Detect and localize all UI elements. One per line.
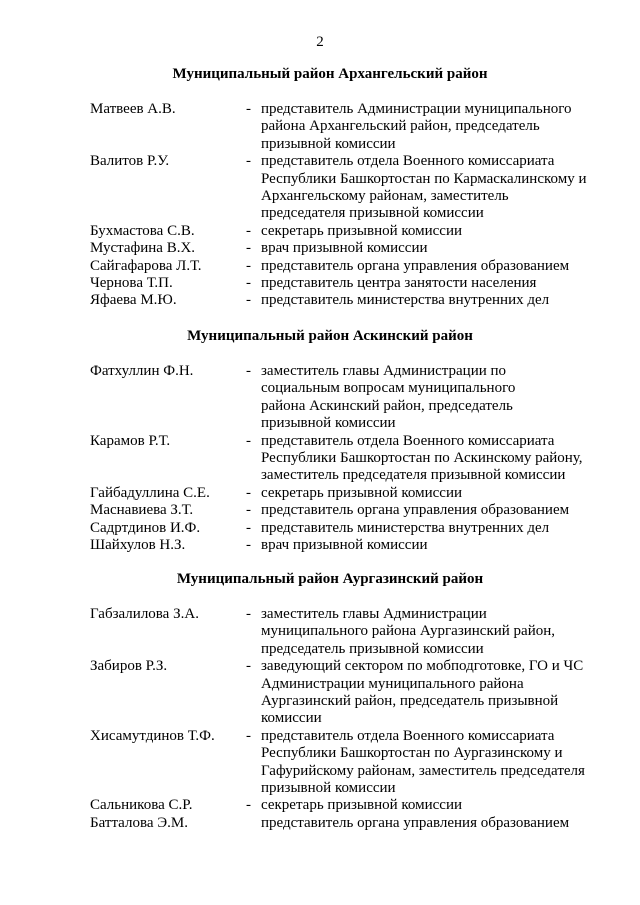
dash-separator: - xyxy=(246,153,251,170)
dash-separator: - xyxy=(246,502,251,519)
section-aurgazinsky xyxy=(0,571,640,588)
list-item xyxy=(0,537,640,554)
section-title: Муниципальный район Аургазинский район xyxy=(176,571,484,587)
section-title: Муниципальный район Архангельский район xyxy=(172,66,488,82)
member-name: Габзалилова З.А. xyxy=(90,606,199,622)
dash-separator: - xyxy=(246,432,251,449)
member-name: Яфаева М.Ю. xyxy=(90,292,177,309)
member-name: Сайгафарова Л.Т. xyxy=(90,257,202,274)
list-item xyxy=(0,258,640,275)
dash-separator: - xyxy=(246,292,251,309)
list-item xyxy=(0,658,640,728)
dash-separator: - xyxy=(246,537,251,554)
dash-separator: - xyxy=(246,797,251,814)
member-role: заместитель главы Администрации по социальным вопросам муниципального района Аскинский район, председатель призывной комиссии xyxy=(261,363,516,432)
list-item xyxy=(0,797,640,814)
dash-separator: - xyxy=(246,484,251,501)
member-name: Садртдинов И.Ф. xyxy=(90,519,201,536)
member-name: Забиров Р.З. xyxy=(90,658,168,675)
member-role: представитель отдела Военного комиссариата Республики Башкортостан по Аургазинскому и Гафурийскому районам, заместитель председателя призывной комиссии xyxy=(261,727,585,797)
list-item xyxy=(0,520,640,537)
list-item xyxy=(0,292,640,309)
list-item xyxy=(0,815,640,832)
member-role: секретарь призывной комиссии xyxy=(261,222,463,239)
list-item xyxy=(0,363,640,433)
member-name: Батталова Э.М. xyxy=(90,814,188,831)
list-item xyxy=(0,433,640,485)
list-item xyxy=(0,606,640,658)
dash-separator: - xyxy=(246,519,251,536)
member-role: заведующий сектором по мобподготовке, ГО и ЧС Администрации муниципального района Аургазинский район, председатель призывной комиссии xyxy=(261,658,584,727)
dash-separator: - xyxy=(246,727,251,744)
member-name: Маснавиева З.Т. xyxy=(90,502,194,519)
member-role: секретарь призывной комиссии xyxy=(261,484,463,501)
member-name: Фатхуллин Ф.Н. xyxy=(90,363,194,379)
section-askinsky xyxy=(0,328,640,345)
dash-separator: - xyxy=(246,363,251,379)
member-role: представитель отдела Военного комиссариата Республики Башкортостан по Кармаскалинскому и Архангельскому районам, заместитель председателя призывной комиссии xyxy=(261,153,587,222)
member-name: Матвеев А.В. xyxy=(90,101,176,117)
list-item xyxy=(0,485,640,502)
member-name: Мустафина В.Х. xyxy=(90,240,196,257)
member-name: Карамов Р.Т. xyxy=(90,432,171,449)
list-item xyxy=(0,240,640,257)
dash-separator: - xyxy=(246,222,251,239)
entries-aurgazinsky xyxy=(0,606,640,832)
member-role: врач призывной комиссии xyxy=(261,537,428,554)
member-name: Шайхулов Н.З. xyxy=(90,537,186,554)
list-item xyxy=(0,153,640,223)
member-role: представитель органа управления образованием xyxy=(261,257,570,274)
section-arkhangelsky xyxy=(0,66,640,83)
member-role: представитель министерства внутренних дел xyxy=(261,519,550,536)
member-role: врач призывной комиссии xyxy=(261,240,428,257)
member-name: Валитов Р.У. xyxy=(90,153,170,170)
dash-separator: - xyxy=(246,658,251,675)
list-item xyxy=(0,101,640,153)
member-role: заместитель главы Администрации муниципального района Аургазинский район, председатель призывной комиссии xyxy=(261,606,556,657)
member-role: представитель Администрации муниципального района Архангельский район, председатель призывной комиссии xyxy=(261,101,572,152)
dash-separator: - xyxy=(246,275,251,292)
list-item xyxy=(0,275,640,292)
member-role: представитель органа управления образованием xyxy=(261,814,570,831)
entries-arkhangelsky xyxy=(0,101,640,310)
member-role: представитель органа управления образованием xyxy=(261,502,570,519)
section-title: Муниципальный район Аскинский район xyxy=(187,328,473,344)
dash-separator: - xyxy=(246,606,251,622)
member-name: Бухмастова С.В. xyxy=(90,222,195,239)
list-item xyxy=(0,502,640,519)
member-role: секретарь призывной комиссии xyxy=(261,797,463,814)
member-name: Чернова Т.П. xyxy=(90,275,173,292)
member-role: представитель центра занятости населения xyxy=(261,275,537,292)
page-number: 2 xyxy=(316,34,324,50)
list-item xyxy=(0,223,640,240)
member-name: Сальникова С.Р. xyxy=(90,797,193,814)
member-role: представитель отдела Военного комиссариата Республики Башкортостан по Аскинскому району, заместитель председателя призывной комиссии xyxy=(261,432,583,484)
member-role: представитель министерства внутренних дел xyxy=(261,292,550,309)
dash-separator: - xyxy=(246,101,251,117)
dash-separator: - xyxy=(246,257,251,274)
list-item xyxy=(0,728,640,798)
member-name: Хисамутдинов Т.Ф. xyxy=(90,727,215,744)
member-name: Гайбадуллина С.Е. xyxy=(90,484,210,501)
dash-separator: - xyxy=(246,240,251,257)
entries-askinsky xyxy=(0,363,640,554)
